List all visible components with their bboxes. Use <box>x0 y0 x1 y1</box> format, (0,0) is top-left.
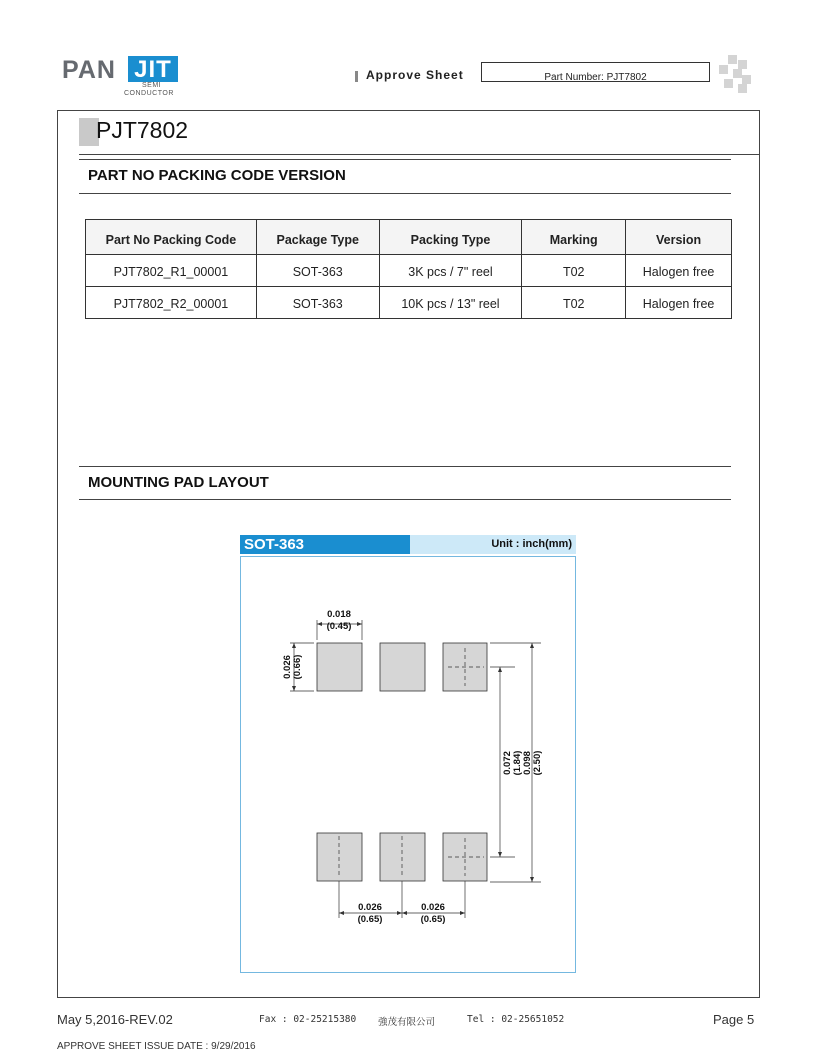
section-title-mounting: MOUNTING PAD LAYOUT <box>88 474 269 491</box>
table-cell: PJT7802_R2_00001 <box>86 287 257 319</box>
pad <box>317 833 362 881</box>
footer-date-revision: May 5,2016-REV.02 <box>57 1012 173 1027</box>
table-cell: T02 <box>522 287 626 319</box>
table-cell: Halogen free <box>626 255 732 287</box>
dim-label: (0.45) <box>326 621 352 632</box>
footer-page-number: Page 5 <box>713 1012 755 1027</box>
arrow-head <box>402 911 407 915</box>
column-header: Part No Packing Code <box>86 220 257 255</box>
decorative-squares-icon <box>714 55 752 93</box>
dim-label: 0.026 <box>282 655 293 679</box>
package-label: SOT-363 <box>240 535 410 554</box>
table-cell: 10K pcs / 13" reel <box>379 287 522 319</box>
approve-sheet-title: Approve Sheet <box>366 68 464 82</box>
footer-fax: Fax : 02-25215380 <box>259 1014 357 1025</box>
unit-label: Unit : inch(mm) <box>410 535 576 554</box>
arrow-head <box>317 622 322 626</box>
dim-label: (1.84) <box>512 750 523 776</box>
logo-sub-semi: SEMI <box>142 82 162 89</box>
dim-label: (0.66) <box>292 654 303 680</box>
packing-code-table <box>85 219 732 319</box>
column-header: Packing Type <box>379 220 522 255</box>
table-cell: PJT7802_R1_00001 <box>86 255 257 287</box>
section-rule <box>79 466 731 467</box>
dim-label: 0.026 <box>358 902 382 913</box>
pad-layout-drawing <box>240 556 576 973</box>
title-divider <box>79 154 760 155</box>
dim-label: 0.098 <box>522 751 533 775</box>
footer-tel: Tel : 02-25651052 <box>467 1014 565 1025</box>
section-rule <box>79 193 731 194</box>
arrow-head <box>292 686 296 691</box>
dim-label: 0.026 <box>421 902 445 913</box>
pad <box>317 643 362 691</box>
section-title-packing: PART NO PACKING CODE VERSION <box>88 167 346 184</box>
arrow-head <box>530 877 534 882</box>
dim-label: (0.65) <box>420 914 446 925</box>
part-number-box: Part Number: PJT7802 <box>481 62 710 82</box>
table-row <box>86 255 732 287</box>
column-header: Version <box>626 220 732 255</box>
table-cell: SOT-363 <box>256 255 379 287</box>
logo-text-pan: PAN <box>62 56 116 84</box>
table-cell: T02 <box>522 255 626 287</box>
dim-label: 0.018 <box>327 609 351 620</box>
page-title: PJT7802 <box>96 117 189 143</box>
arrow-head <box>397 911 402 915</box>
pad <box>380 643 425 691</box>
footer-issue-date: APPROVE SHEET ISSUE DATE : 9/29/2016 <box>57 1041 256 1052</box>
table-row <box>86 287 732 319</box>
dim-label: (0.65) <box>357 914 383 925</box>
logo-text-jit: JIT <box>128 56 178 82</box>
table-cell: SOT-363 <box>256 287 379 319</box>
dim-label: (2.50) <box>532 750 543 776</box>
column-header: Marking <box>522 220 626 255</box>
arrow-head <box>292 643 296 648</box>
arrow-head <box>498 667 502 672</box>
arrow-head <box>498 852 502 857</box>
arrow-head <box>357 622 362 626</box>
column-header: Package Type <box>256 220 379 255</box>
arrow-head <box>339 911 344 915</box>
table-cell: 3K pcs / 7" reel <box>379 255 522 287</box>
arrow-head <box>460 911 465 915</box>
section-rule <box>79 499 731 500</box>
section-rule <box>79 159 731 160</box>
arrow-head <box>530 643 534 648</box>
company-logo <box>62 54 182 100</box>
table-header-row <box>86 220 732 255</box>
pad <box>380 833 425 881</box>
dim-label: 0.072 <box>502 751 513 775</box>
approve-bar-mark <box>355 71 358 82</box>
footer-company-name: 強茂有限公司 <box>378 1017 436 1028</box>
table-cell: Halogen free <box>626 287 732 319</box>
logo-sub-conductor: CONDUCTOR <box>124 90 174 97</box>
